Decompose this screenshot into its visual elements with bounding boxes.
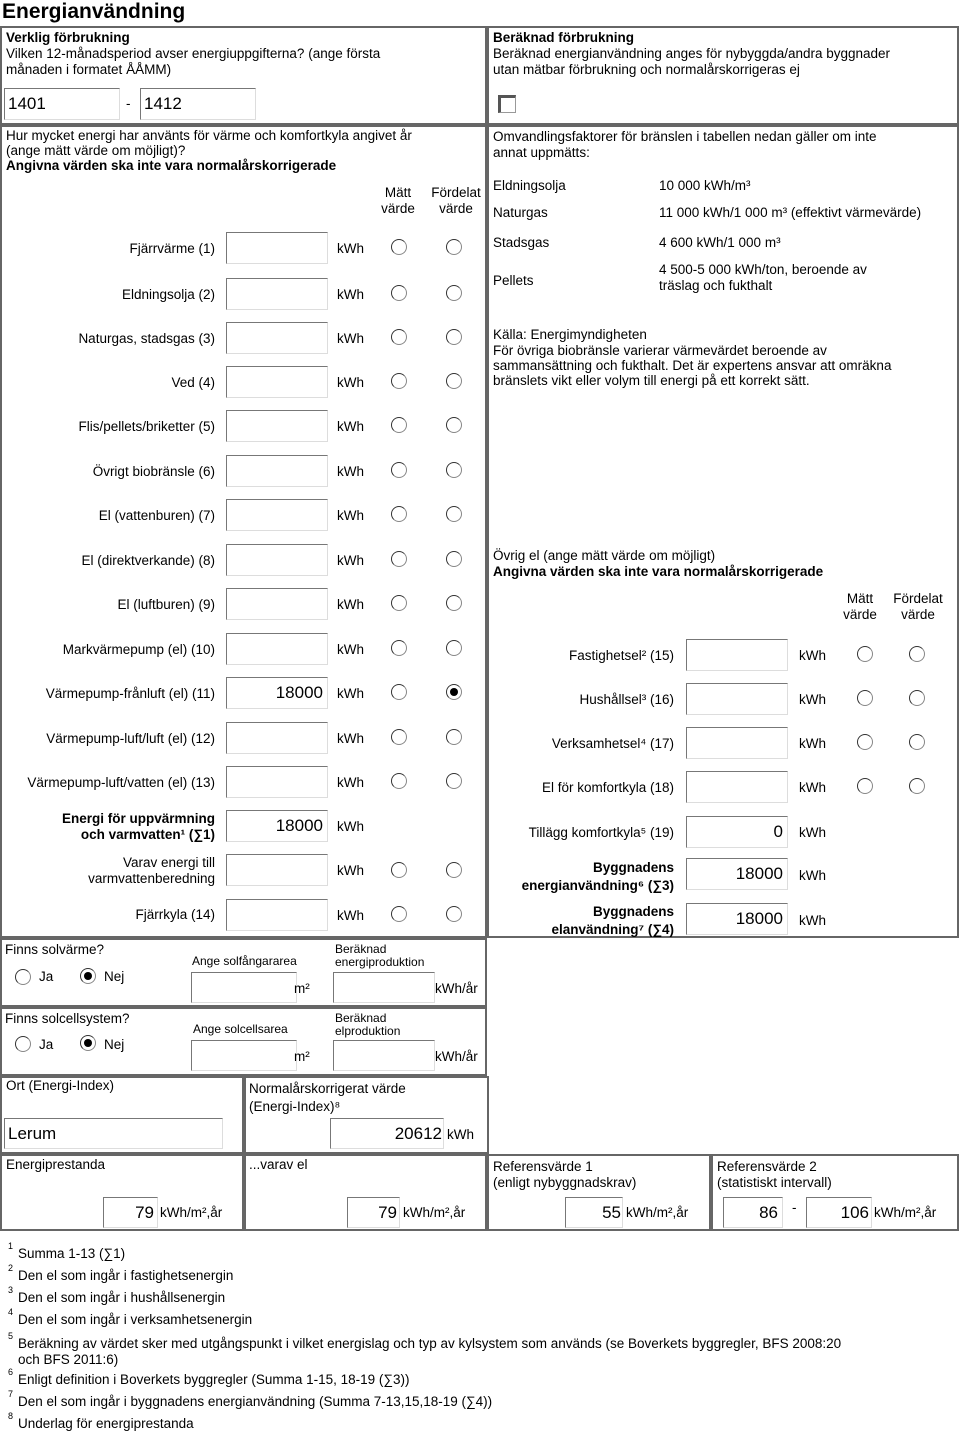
- el-row-unit: kWh: [799, 692, 826, 707]
- location-value: Lerum: [8, 1124, 57, 1143]
- period-question-line2: månaden i formatet ÅÅMM): [6, 62, 172, 77]
- usage-row-label: El (direktverkande) (8): [81, 553, 215, 568]
- footnote-number: 6: [8, 1367, 14, 1377]
- solar-heat-no-label: Nej: [104, 969, 125, 984]
- page-title: Energianvändning: [2, 0, 186, 23]
- usage-row-field[interactable]: [226, 322, 328, 354]
- el-col-measured-1: Mätt: [846, 591, 874, 606]
- usage-row-measured-radio[interactable]: [391, 462, 407, 478]
- usage-row-distributed-radio[interactable]: [446, 417, 462, 433]
- usage-row-label: Fjärrvärme (1): [129, 241, 215, 256]
- hotwater-label-line1: Varav energi till: [122, 855, 215, 870]
- sum-unit: kWh: [337, 819, 364, 834]
- usage-row-value: 18000: [275, 683, 323, 702]
- performance-el-unit: kWh/m²,år: [403, 1205, 466, 1220]
- usage-row-label: Värmepump-luft/luft (el) (12): [46, 731, 215, 746]
- cooling-distributed-radio[interactable]: [446, 906, 462, 922]
- footnote-text: Den el som ingår i verksamhetsenergin: [18, 1312, 253, 1327]
- cooling-label: Fjärrkyla (14): [135, 907, 215, 922]
- total-el-unit: kWh: [799, 913, 826, 928]
- performance-el-value: 79: [378, 1203, 397, 1222]
- solar-heat-prod-field[interactable]: [333, 972, 435, 1003]
- conversion-intro-line1: Omvandlingsfaktorer för bränslen i tabellen nedan gäller om inte: [493, 129, 877, 144]
- usage-question-line1: Hur mycket energi har använts för värme och komfortkyla angivet år: [6, 128, 412, 143]
- el-row-label: El för komfortkyla (18): [541, 780, 674, 795]
- usage-row-field[interactable]: [226, 722, 328, 754]
- total-energy-unit: kWh: [799, 868, 826, 883]
- solar-pv-question: Finns solcellsystem?: [5, 1011, 130, 1026]
- usage-row-distributed-radio[interactable]: [446, 506, 462, 522]
- usage-row-label: Ved (4): [171, 375, 215, 390]
- usage-row-label: Värmepump-frånluft (el) (11): [45, 686, 215, 701]
- solar-heat-area-label: Ange solfångararea: [192, 954, 297, 968]
- el-row-label: Hushållsel³ (16): [579, 692, 674, 707]
- el-row-field[interactable]: [686, 727, 788, 759]
- solar-heat-no-radio[interactable]: [80, 968, 96, 984]
- usage-row-unit: kWh: [337, 508, 364, 523]
- ref2-unit: kWh/m²,år: [874, 1205, 937, 1220]
- usage-row-field[interactable]: [226, 410, 328, 442]
- usage-row-unit: kWh: [337, 686, 364, 701]
- solar-pv-prod-label-line2: elproduktion: [335, 1024, 401, 1038]
- ref2-label-line1: Referensvärde 2: [717, 1159, 817, 1174]
- usage-row-distributed-radio[interactable]: [446, 773, 462, 789]
- usage-row-label: Flis/pellets/briketter (5): [78, 419, 215, 434]
- conversion-note-line2: sammansättning och fukthalt. Det är expertens ansvar att omräkna: [493, 358, 892, 373]
- el-col-measured-2: värde: [843, 607, 877, 622]
- solar-pv-no-label: Nej: [104, 1037, 125, 1052]
- footnote-text: Den el som ingår i hushållsenergin: [18, 1290, 226, 1305]
- col-distributed-1: Fördelat: [431, 185, 481, 200]
- el-row-distributed-radio[interactable]: [909, 778, 925, 794]
- usage-row-unit: kWh: [337, 731, 364, 746]
- hotwater-distributed-radio[interactable]: [446, 862, 462, 878]
- usage-row-distributed-radio[interactable]: [446, 373, 462, 389]
- usage-row-field[interactable]: [226, 588, 328, 620]
- solar-heat-prod-unit: kWh/år: [435, 981, 478, 996]
- usage-row-unit: kWh: [337, 241, 364, 256]
- usage-row-field[interactable]: [226, 766, 328, 798]
- usage-row-unit: kWh: [337, 287, 364, 302]
- usage-row-unit: kWh: [337, 642, 364, 657]
- solar-heat-prod-label-line1: Beräknad: [335, 942, 387, 956]
- usage-row-label: Naturgas, stadsgas (3): [78, 331, 215, 346]
- usage-row-measured-radio[interactable]: [391, 329, 407, 345]
- el-row-unit: kWh: [799, 780, 826, 795]
- usage-row-distributed-radio[interactable]: [446, 551, 462, 567]
- solar-pv-area-label: Ange solcellsarea: [193, 1022, 288, 1036]
- calculated-line2: utan mätbar förbrukning och normalårskorrigeras ej: [493, 62, 800, 77]
- usage-row-distributed-radio[interactable]: [446, 729, 462, 745]
- footnote-text: Summa 1-13 (∑1): [18, 1246, 126, 1261]
- footnote-text: Beräkning av värdet sker med utgångspunkt i vilket energislag och typ av kylsystem som används (se Boverkets byggregler, BFS 2008:20: [18, 1336, 842, 1351]
- usage-row-unit: kWh: [337, 331, 364, 346]
- solar-pv-prod-field[interactable]: [333, 1040, 435, 1071]
- period-separator: -: [126, 96, 131, 111]
- fuel-pellets: Pellets: [493, 273, 534, 288]
- el-row-unit: kWh: [799, 736, 826, 751]
- period-to-value: 1412: [144, 94, 182, 113]
- total-energy-value: 18000: [735, 864, 783, 883]
- usage-row-measured-radio[interactable]: [391, 640, 407, 656]
- usage-row-label: Markvärmepump (el) (10): [62, 642, 215, 657]
- calculated-line1: Beräknad energianvändning anges för nybyggda/andra byggnader: [493, 46, 891, 61]
- usage-row-unit: kWh: [337, 464, 364, 479]
- el-col-distributed-2: värde: [901, 607, 935, 622]
- usage-row-measured-radio[interactable]: [391, 239, 407, 255]
- fuel-natgas: Naturgas: [493, 205, 548, 220]
- hotwater-unit: kWh: [337, 863, 364, 878]
- factor-pellets-line2: träslag och fukthalt: [659, 278, 773, 293]
- el-row-measured-radio[interactable]: [857, 734, 873, 750]
- solar-pv-yes-radio[interactable]: [15, 1036, 31, 1052]
- usage-row-measured-radio[interactable]: [391, 551, 407, 567]
- usage-row-field[interactable]: [226, 232, 328, 264]
- usage-row-distributed-radio[interactable]: [446, 285, 462, 301]
- footnote-text: Den el som ingår i fastighetsenergin: [18, 1268, 234, 1283]
- usage-row-measured-radio[interactable]: [391, 373, 407, 389]
- ref2-separator: -: [792, 1200, 797, 1215]
- cooling-unit: kWh: [337, 908, 364, 923]
- ref1-label-line2: (enligt nybyggnadskrav): [493, 1175, 637, 1190]
- ref2-from-value: 86: [759, 1203, 778, 1222]
- el-heading: Övrig el (ange mätt värde om möjligt): [493, 548, 716, 563]
- hotwater-field[interactable]: [226, 854, 328, 886]
- calculated-heading: Beräknad förbrukning: [493, 30, 635, 45]
- calculated-checkbox[interactable]: [498, 95, 516, 113]
- usage-row-field[interactable]: [226, 633, 328, 665]
- usage-row-measured-radio[interactable]: [391, 417, 407, 433]
- usage-row-label: Värmepump-luft/vatten (el) (13): [27, 775, 215, 790]
- solar-heat-area-unit: m²: [294, 981, 310, 996]
- ref1-unit: kWh/m²,år: [626, 1205, 689, 1220]
- performance-label: Energiprestanda: [6, 1157, 106, 1172]
- el-row-label: Verksamhetsel⁴ (17): [551, 736, 674, 751]
- footnote-number: 5: [8, 1331, 14, 1341]
- factor-pellets-line1: 4 500-5 000 kWh/ton, beroende av: [659, 262, 867, 277]
- conversion-source: Källa: Energimyndigheten: [493, 327, 647, 342]
- usage-row-unit: kWh: [337, 419, 364, 434]
- el-row-distributed-radio[interactable]: [909, 690, 925, 706]
- hotwater-label-line2: varmvattenberedning: [88, 871, 215, 886]
- solar-pv-prod-unit: kWh/år: [435, 1049, 478, 1064]
- usage-row-measured-radio[interactable]: [391, 506, 407, 522]
- factor-oil: 10 000 kWh/m³: [659, 178, 751, 193]
- ref2-to-value: 106: [840, 1203, 869, 1222]
- el-row-unit: kWh: [799, 825, 826, 840]
- el-row-field[interactable]: [686, 683, 788, 715]
- col-measured-1: Mätt: [384, 185, 412, 200]
- usage-row-measured-radio[interactable]: [391, 773, 407, 789]
- usage-row-unit: kWh: [337, 375, 364, 390]
- el-row-distributed-radio[interactable]: [909, 734, 925, 750]
- footnote-number: 8: [8, 1411, 14, 1421]
- normalized-value: 20612: [394, 1124, 442, 1143]
- usage-question-line2: (ange mätt värde om möjligt)?: [6, 143, 186, 158]
- factor-natgas: 11 000 kWh/1 000 m³ (effektivt värmevärde): [659, 205, 922, 220]
- el-row-measured-radio[interactable]: [857, 646, 873, 662]
- performance-el-label: ...varav el: [249, 1157, 308, 1172]
- total-el-label-line1: Byggnadens: [592, 904, 674, 919]
- usage-row-field[interactable]: [226, 544, 328, 576]
- total-energy-label-line1: Byggnadens: [592, 860, 674, 875]
- period-from-value: 1401: [8, 94, 46, 113]
- factor-citygas: 4 600 kWh/1 000 m³: [659, 235, 781, 250]
- el-row-field[interactable]: [686, 771, 788, 803]
- total-el-value: 18000: [735, 909, 783, 928]
- performance-unit: kWh/m²,år: [160, 1205, 223, 1220]
- total-el-label-line2: elanvändning⁷ (∑4): [551, 922, 674, 937]
- footnote-text: Enligt definition i Boverkets byggregler (Summa 1-15, 18-19 (∑3)): [18, 1372, 410, 1387]
- cooling-measured-radio[interactable]: [391, 906, 407, 922]
- col-measured-2: värde: [381, 201, 415, 216]
- solar-heat-yes-label: Ja: [39, 969, 54, 984]
- conversion-note-line3: bränslets vikt eller volym till energi på ett korrekt sätt.: [493, 373, 810, 388]
- el-row-value: 0: [773, 822, 783, 841]
- footnote-text: Den el som ingår i byggnadens energianvändning (Summa 7-13,15,18-19 (∑4)): [18, 1394, 493, 1409]
- hotwater-measured-radio[interactable]: [391, 862, 407, 878]
- conversion-intro-line2: annat uppmätts:: [493, 145, 590, 160]
- solar-heat-question: Finns solvärme?: [5, 942, 105, 957]
- el-row-label: Fastighetsel² (15): [568, 648, 674, 663]
- solar-heat-area-field[interactable]: [191, 972, 297, 1003]
- el-row-unit: kWh: [799, 648, 826, 663]
- usage-row-measured-radio[interactable]: [391, 684, 407, 700]
- el-row-label: Tillägg komfortkyla⁵ (19): [528, 825, 674, 840]
- normalized-unit: kWh: [447, 1127, 474, 1142]
- usage-row-field[interactable]: [226, 366, 328, 398]
- footnote-text-cont: och BFS 2011:6): [18, 1352, 119, 1367]
- normalized-label-line2: (Energi-Index)⁸: [249, 1099, 341, 1114]
- sum-value: 18000: [275, 816, 323, 835]
- el-row-field[interactable]: [686, 639, 788, 671]
- usage-row-measured-radio[interactable]: [391, 595, 407, 611]
- el-col-distributed-1: Fördelat: [893, 591, 943, 606]
- solar-pv-area-unit: m²: [294, 1049, 310, 1064]
- ref1-value: 55: [602, 1203, 621, 1222]
- usage-row-field[interactable]: [226, 278, 328, 310]
- usage-row-measured-radio[interactable]: [391, 729, 407, 745]
- solar-pv-no-radio[interactable]: [80, 1035, 96, 1051]
- fuel-citygas: Stadsgas: [493, 235, 550, 250]
- usage-row-distributed-radio[interactable]: [446, 239, 462, 255]
- usage-row-unit: kWh: [337, 597, 364, 612]
- fuel-oil: Eldningsolja: [493, 178, 566, 193]
- sum-label-line2: och varmvatten¹ (∑1): [80, 827, 215, 842]
- usage-row-unit: kWh: [337, 553, 364, 568]
- usage-row-distributed-radio[interactable]: [446, 462, 462, 478]
- cooling-field[interactable]: [226, 899, 328, 931]
- el-note: Angivna värden ska inte vara normalårskorrigerade: [493, 564, 824, 579]
- el-row-distributed-radio[interactable]: [909, 646, 925, 662]
- sum-label-line1: Energi för uppvärmning: [61, 811, 215, 826]
- footnote-number: 1: [8, 1241, 14, 1251]
- usage-row-label: Övrigt biobränsle (6): [92, 464, 215, 479]
- location-label: Ort (Energi-Index): [6, 1078, 115, 1093]
- solar-pv-area-field[interactable]: [191, 1040, 297, 1071]
- measured-heading: Verklig förbrukning: [6, 30, 130, 45]
- col-distributed-2: värde: [439, 201, 473, 216]
- usage-row-label: El (luftburen) (9): [117, 597, 215, 612]
- solar-heat-prod-label-line2: energiproduktion: [335, 955, 425, 969]
- footnote-number: 3: [8, 1285, 14, 1295]
- footnote-number: 7: [8, 1389, 14, 1399]
- ref2-label-line2: (statistiskt intervall): [717, 1175, 832, 1190]
- usage-row-label: El (vattenburen) (7): [98, 508, 215, 523]
- ref1-label-line1: Referensvärde 1: [493, 1159, 593, 1174]
- el-row-measured-radio[interactable]: [857, 690, 873, 706]
- normalized-label-line1: Normalårskorrigerat värde: [249, 1081, 406, 1096]
- solar-heat-yes-radio[interactable]: [15, 969, 31, 985]
- el-row-measured-radio[interactable]: [857, 778, 873, 794]
- usage-note: Angivna värden ska inte vara normalårskorrigerade: [6, 158, 337, 173]
- usage-row-distributed-radio[interactable]: [446, 595, 462, 611]
- solar-pv-prod-label-line1: Beräknad: [335, 1011, 387, 1025]
- usage-row-field[interactable]: [226, 499, 328, 531]
- performance-value: 79: [135, 1203, 154, 1222]
- usage-row-measured-radio[interactable]: [391, 285, 407, 301]
- footnote-number: 2: [8, 1263, 14, 1273]
- usage-row-distributed-radio[interactable]: [446, 640, 462, 656]
- footnote-text: Underlag för energiprestanda: [18, 1416, 194, 1431]
- footnote-number: 4: [8, 1307, 14, 1317]
- usage-row-unit: kWh: [337, 775, 364, 790]
- solar-pv-yes-label: Ja: [39, 1037, 54, 1052]
- total-energy-label-line2: energianvändning⁶ (∑3): [521, 878, 674, 893]
- usage-row-distributed-radio[interactable]: [446, 329, 462, 345]
- usage-row-distributed-radio[interactable]: [446, 684, 462, 700]
- conversion-note-line1: För övriga biobränsle varierar värmevärdet beroende av: [493, 343, 827, 358]
- period-question-line1: Vilken 12-månadsperiod avser energiuppgifterna? (ange första: [6, 46, 381, 61]
- usage-row-label: Eldningsolja (2): [121, 287, 215, 302]
- usage-row-field[interactable]: [226, 455, 328, 487]
